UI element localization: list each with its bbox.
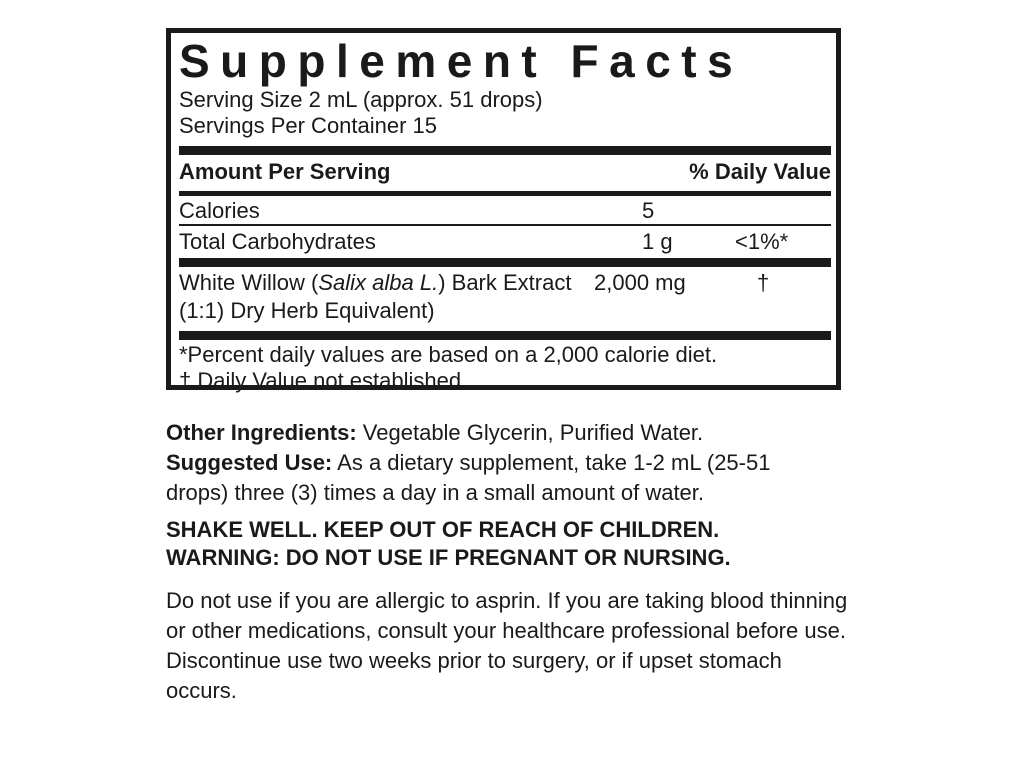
nutrient-name: Total Carbohydrates: [179, 229, 376, 254]
servings-per-container: Servings Per Container 15: [179, 113, 438, 138]
footnotes: [179, 340, 831, 394]
herb-row: [179, 267, 831, 331]
divider-thick: [179, 258, 831, 267]
nutrient-amount: 1 g: [642, 229, 673, 254]
suggested-use-label: Suggested Use:: [166, 450, 333, 475]
caution-line: Do not use if you are allergic to asprin. If you are taking blood thinning: [166, 588, 848, 613]
suggested-use-text: As a dietary supplement, take 1-2 mL (25-51: [332, 450, 771, 475]
facts-title: Supplement Facts: [179, 35, 744, 87]
herb-equivalent: (1:1) Dry Herb Equivalent): [179, 298, 435, 323]
daily-value-heading: % Daily Value: [689, 159, 831, 184]
label-text: [166, 418, 906, 706]
divider-thick: [179, 146, 831, 155]
caution-line: Discontinue use two weeks prior to surgery, or if upset stomach: [166, 648, 782, 673]
divider-thick: [179, 331, 831, 340]
facts-header-row: [179, 155, 831, 189]
herb-name-pre: White Willow (: [179, 270, 319, 295]
suggested-use: [166, 448, 906, 478]
footnote-dagger: † Daily Value not established.: [179, 368, 468, 393]
herb-name-post: ) Bark Extract: [438, 270, 572, 295]
nutrient-row-calories: [179, 196, 831, 224]
suggested-use-cont: drops) three (3) times a day in a small amount of water.: [166, 480, 705, 505]
nutrient-amount: 5: [642, 198, 655, 223]
warning-shake: SHAKE WELL. KEEP OUT OF REACH OF CHILDREN.: [166, 517, 720, 542]
caution-line: occurs.: [166, 678, 237, 703]
caution-line: or other medications, consult your healthcare professional before use.: [166, 618, 846, 643]
herb-dv: †: [757, 270, 770, 295]
nutrient-row-carbohydrates: [179, 226, 831, 256]
herb-latin-name: Salix alba L.: [318, 270, 439, 295]
amount-per-serving-heading: Amount Per Serving: [179, 159, 391, 184]
herb-amount: 2,000 mg: [594, 270, 686, 295]
nutrient-name: Calories: [179, 198, 260, 223]
footnote-percent: *Percent daily values are based on a 2,000 calorie diet.: [179, 342, 718, 367]
other-ingredients-label: Other Ingredients:: [166, 420, 357, 445]
serving-size: Serving Size 2 mL (approx. 51 drops): [179, 87, 543, 112]
supplement-facts-panel: [166, 28, 841, 393]
nutrient-dv: <1%*: [735, 229, 789, 254]
other-ingredients-text: Vegetable Glycerin, Purified Water.: [356, 420, 704, 445]
other-ingredients: [166, 418, 906, 448]
warning-pregnant: WARNING: DO NOT USE IF PREGNANT OR NURSING.: [166, 545, 731, 570]
herb-name: [179, 269, 571, 325]
